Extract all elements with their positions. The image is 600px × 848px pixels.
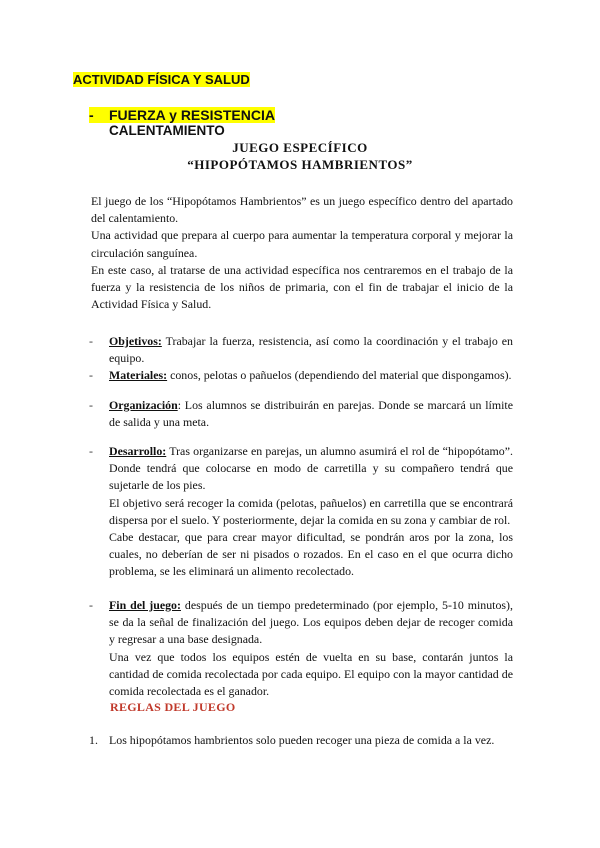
intro-paragraph: El juego de los “Hipopótamos Hambrientos” es un juego específico dentro del apartado del calentamiento.: [91, 194, 513, 226]
bullet-dash: -: [89, 334, 93, 348]
bullet-dash: -: [89, 368, 93, 382]
bullet-label: Objetivos:: [109, 334, 162, 348]
intro-paragraph: En este caso, al tratarse de una actividad específica nos centraremos en el trabajo de la fuerza y la resistencia de los niños de primaria, con el fin de trabajar el inicio de la Actividad Física y Salud.: [91, 262, 513, 312]
bullet-materiales: [89, 367, 513, 384]
rule-text: Los hipopótamos hambrientos solo pueden recoger una pieza de comida a la vez.: [109, 733, 495, 747]
document-title: ACTIVIDAD FÍSICA Y SALUD: [73, 72, 250, 87]
bullet-objetivos: [89, 333, 513, 367]
intro-text: [91, 193, 513, 313]
bullet-organizacion: [89, 397, 513, 431]
section-heading: [89, 107, 275, 124]
bullet-text: después de un tiempo predeterminado (por ejemplo, 5-10 minutos), se da la señal de finalización del juego. Los equipos deben dejar de recoger comida y regresar a una base designada.: [109, 598, 513, 647]
game-heading: JUEGO ESPECÍFICO: [232, 140, 368, 155]
bullet-label: Fin del juego:: [109, 598, 181, 612]
bullet-label: Materiales:: [109, 368, 168, 382]
bullet-label: Desarrollo:: [109, 444, 167, 458]
rules-heading: REGLAS DEL JUEGO: [110, 700, 236, 714]
bullet-label: Organización: [109, 398, 178, 412]
bullet-text: conos, pelotas o pañuelos (dependiendo del material que dispongamos).: [167, 368, 512, 382]
game-name: “HIPOPÓTAMOS HAMBRIENTOS”: [187, 157, 413, 172]
bullet-text: Tras organizarse en parejas, un alumno asumirá el rol de “hipopótamo”. Donde tendrá que colocarse en modo de carretilla y su compañero tendrá que sujetarle de los pies.: [109, 444, 513, 493]
section-dash: -: [89, 107, 94, 123]
bullet-dash: -: [89, 398, 93, 412]
intro-paragraph: Una actividad que prepara al cuerpo para aumentar la temperatura corporal y mejorar la circulación sanguínea.: [91, 228, 513, 260]
section-label: FUERZA y RESISTENCIA: [109, 107, 275, 123]
bullet-paragraph: Una vez que todos los equipos estén de vuelta en su base, contarán juntos la cantidad de comida recolectada por cada equipo. El equipo con la mayor cantidad de comida recolectada es el ganador.: [109, 649, 513, 699]
bullet-desarrollo: [89, 443, 513, 581]
bullet-dash: -: [89, 444, 93, 458]
bullet-text: Trabajar la fuerza, resistencia, así como la coordinación y el trabajo en equipo.: [109, 334, 513, 366]
bullet-paragraph: Cabe destacar, que para crear mayor dificultad, se pondrán aros por la zona, los cuales, no deberían de ser ni pisados o rozados. En el caso en el que ocurra dicho problema, se les eliminará un alimento recolectado.: [109, 530, 513, 579]
rule-number: 1.: [89, 733, 98, 747]
rules-list: [89, 732, 513, 749]
bullet-fin: [89, 597, 513, 700]
subsection-heading: CALENTAMIENTO: [109, 123, 225, 138]
bullet-text: : Los alumnos se distribuirán en parejas. Donde se marcará un límite de salida y una meta.: [109, 398, 513, 430]
bullet-dash: -: [89, 598, 93, 612]
bullet-paragraph: El objetivo será recoger la comida (pelotas, pañuelos) en carretilla que se encontrará dispersa por el suelo. Y posteriormente, dejar la comida en su zona y cambiar de rol.: [109, 495, 513, 527]
